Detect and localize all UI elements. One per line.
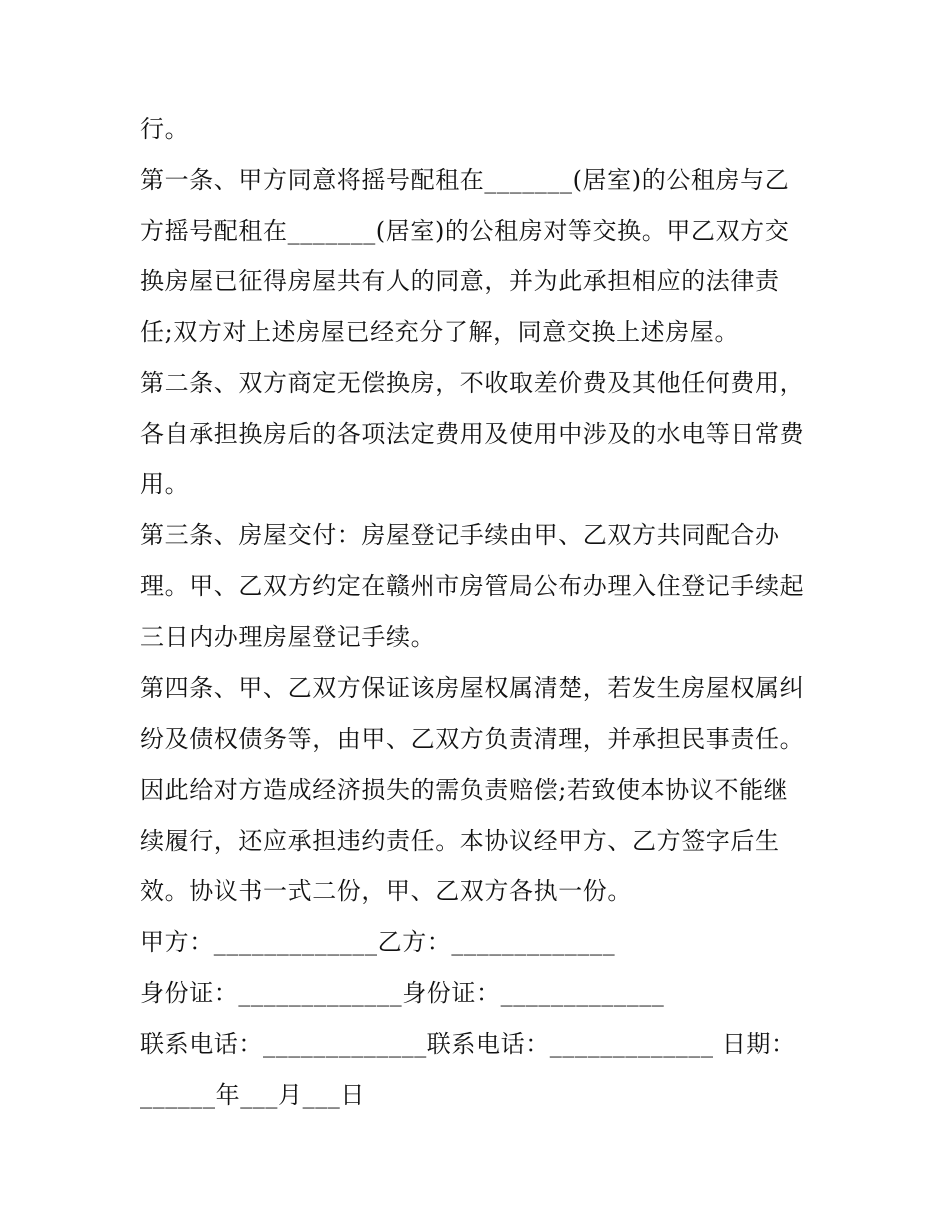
signature-line-party-a-b: 甲方：_____________乙方：_____________ — [140, 928, 616, 956]
text-line: 续履行，还应承担违约责任。本协议经甲方、乙方签字后生 — [140, 827, 780, 855]
phone-date-line: 联系电话：_____________联系电话：_____________ 日期： — [140, 1030, 796, 1058]
text-line: 任;双方对上述房屋已经充分了解，同意交换上述房屋。 — [140, 318, 740, 346]
text-line: 用。 — [140, 470, 190, 498]
text-line: 效。协议书一式二份，甲、乙双方各执一份。 — [140, 877, 632, 905]
text-line: 纷及债权债务等，由甲、乙双方负责清理，并承担民事责任。 — [140, 725, 805, 753]
text-line: 行。 — [140, 115, 190, 143]
text-line: 第三条、房屋交付：房屋登记手续由甲、乙双方共同配合办 — [140, 521, 780, 549]
text-line: 换房屋已征得房屋共有人的同意，并为此承担相应的法律责 — [140, 267, 780, 295]
text-line: 第一条、甲方同意将摇号配租在_______(居室)的公租房与乙 — [140, 166, 790, 194]
text-line: 各自承担换房后的各项法定费用及使用中涉及的水电等日常费 — [140, 420, 805, 448]
text-line: 理。甲、乙双方约定在赣州市房管局公布办理入住登记手续起 — [140, 572, 805, 600]
text-line: 第四条、甲、乙双方保证该房屋权属清楚，若发生房屋权属纠 — [140, 674, 805, 702]
date-blank-line: ______年___月___日 — [140, 1081, 365, 1109]
text-line: 方摇号配租在_______(居室)的公租房对等交换。甲乙双方交 — [140, 217, 790, 245]
id-card-line: 身份证：_____________身份证：_____________ — [140, 979, 665, 1007]
text-line: 三日内办理房屋登记手续。 — [140, 623, 436, 651]
text-line: 第二条、双方商定无偿换房，不收取差价费及其他任何费用， — [140, 369, 805, 397]
text-line: 因此给对方造成经济损失的需负责赔偿;若致使本协议不能继 — [140, 776, 789, 804]
